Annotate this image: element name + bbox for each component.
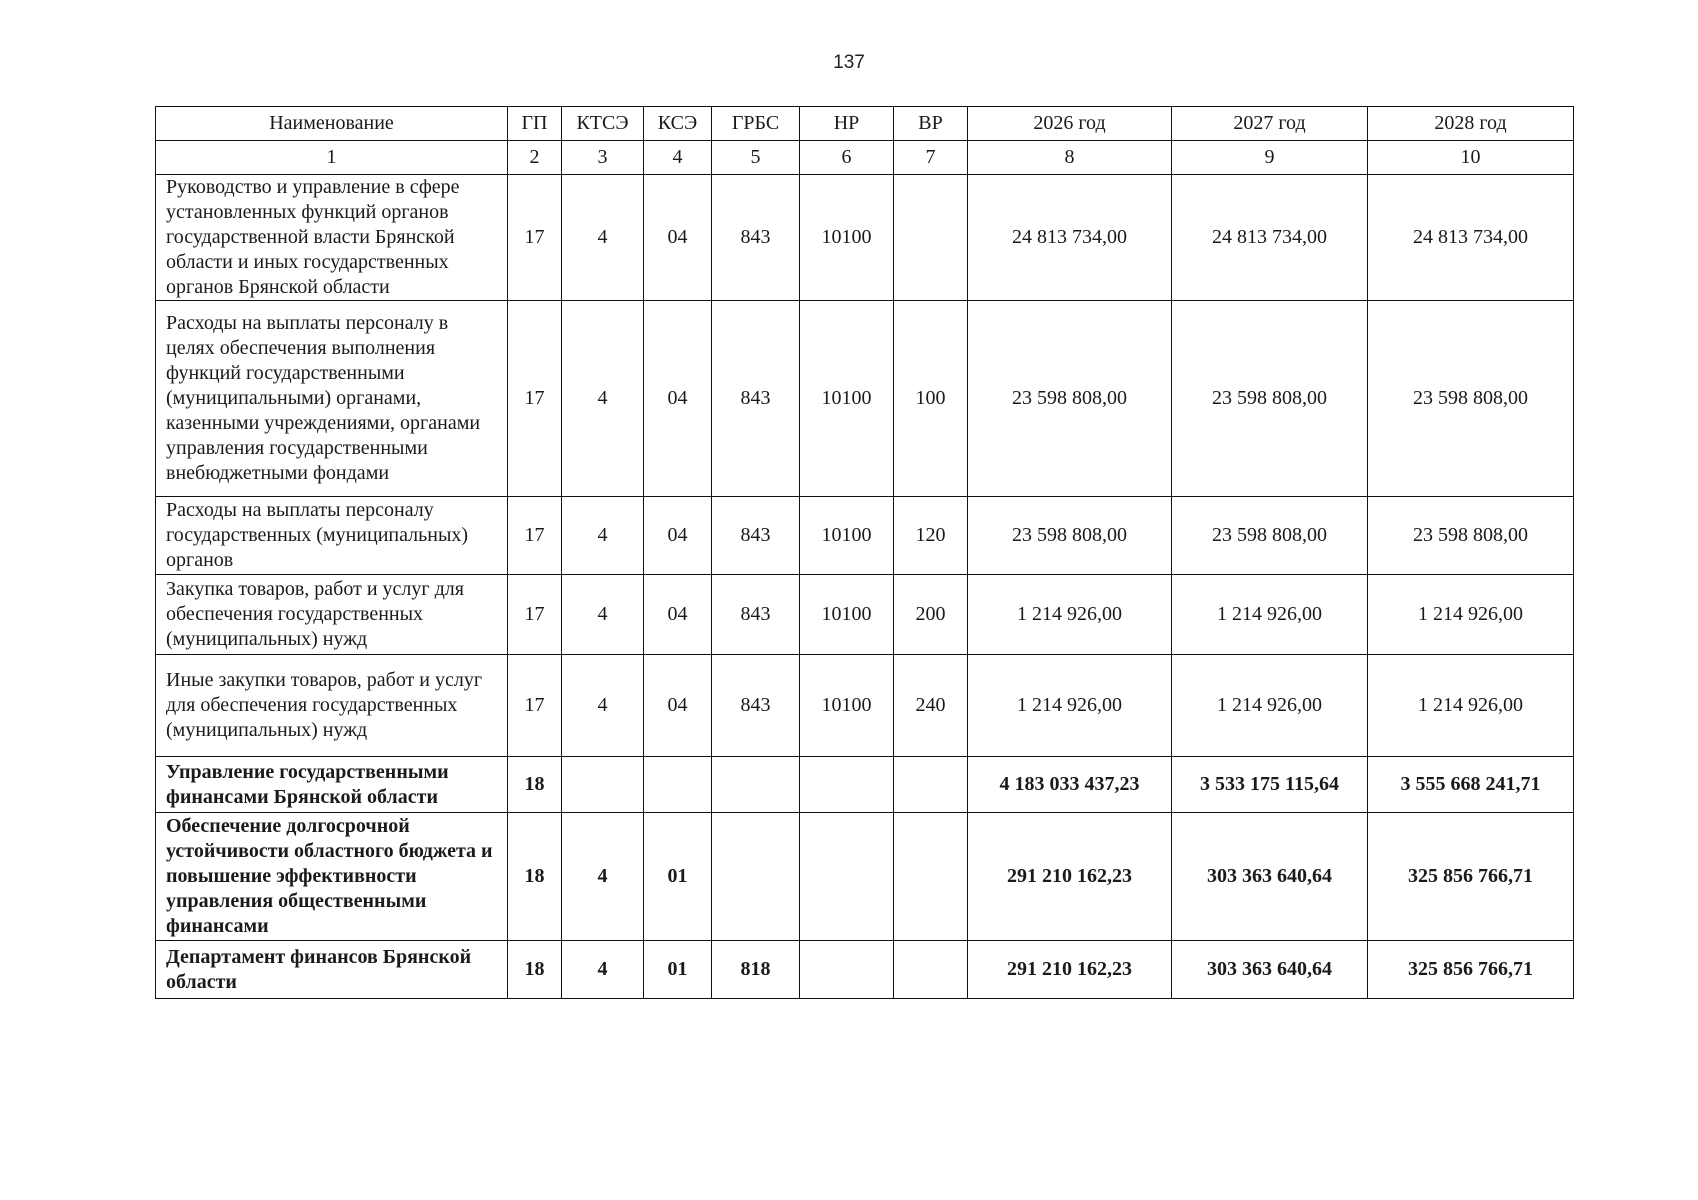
header-row [156,107,1574,141]
row-vr [894,757,968,813]
row-nr: 10100 [800,175,894,301]
row-gp: 18 [508,757,562,813]
row-gp: 17 [508,575,562,655]
row-name: Департамент финансов Брянской области [156,941,508,999]
column-number: 8 [968,141,1172,175]
row-2026: 1 214 926,00 [968,575,1172,655]
row-name: Руководство и управление в сфере установленных функций органов государственной власти Брянской области и иных государственных органов Брянской области [156,175,508,301]
row-2028: 1 214 926,00 [1368,575,1574,655]
row-gp: 18 [508,813,562,941]
row-nr [800,941,894,999]
row-gp: 17 [508,175,562,301]
row-grbs [712,813,800,941]
row-nr: 10100 [800,575,894,655]
row-kse [644,757,712,813]
row-ktse: 4 [562,301,644,497]
column-number: 3 [562,141,644,175]
column-number: 5 [712,141,800,175]
row-2027: 24 813 734,00 [1172,175,1368,301]
row-name: Иные закупки товаров, работ и услуг для обеспечения государственных (муниципальных) нужд [156,655,508,757]
row-2027: 303 363 640,64 [1172,813,1368,941]
table-row [156,941,1574,999]
row-nr: 10100 [800,301,894,497]
row-2026: 23 598 808,00 [968,301,1172,497]
table-row [156,175,1574,301]
row-vr: 200 [894,575,968,655]
row-2026: 291 210 162,23 [968,813,1172,941]
row-2026: 4 183 033 437,23 [968,757,1172,813]
table-row [156,813,1574,941]
row-vr: 100 [894,301,968,497]
row-ktse: 4 [562,575,644,655]
table-row [156,575,1574,655]
header-2027: 2027 год [1172,107,1368,141]
row-ktse: 4 [562,497,644,575]
row-grbs: 843 [712,175,800,301]
row-2028: 325 856 766,71 [1368,813,1574,941]
row-name: Управление государственными финансами Брянской области [156,757,508,813]
row-nr: 10100 [800,497,894,575]
row-name: Обеспечение долгосрочной устойчивости областного бюджета и повышение эффективности управления общественными финансами [156,813,508,941]
row-ktse: 4 [562,175,644,301]
header-nr: НР [800,107,894,141]
row-vr: 240 [894,655,968,757]
row-kse: 01 [644,813,712,941]
column-number: 2 [508,141,562,175]
table-row [156,757,1574,813]
row-kse: 04 [644,175,712,301]
row-ktse: 4 [562,941,644,999]
row-2026: 23 598 808,00 [968,497,1172,575]
row-2027: 3 533 175 115,64 [1172,757,1368,813]
row-kse: 04 [644,575,712,655]
row-2027: 1 214 926,00 [1172,575,1368,655]
table-row [156,301,1574,497]
row-grbs: 843 [712,575,800,655]
row-name: Закупка товаров, работ и услуг для обеспечения государственных (муниципальных) нужд [156,575,508,655]
row-vr: 120 [894,497,968,575]
row-grbs: 843 [712,301,800,497]
row-nr [800,813,894,941]
row-2027: 23 598 808,00 [1172,301,1368,497]
header-grbs: ГРБС [712,107,800,141]
header-kse: КСЭ [644,107,712,141]
row-2028: 23 598 808,00 [1368,301,1574,497]
column-number: 6 [800,141,894,175]
row-kse: 04 [644,655,712,757]
row-gp: 18 [508,941,562,999]
column-number: 4 [644,141,712,175]
row-2028: 24 813 734,00 [1368,175,1574,301]
table-row [156,655,1574,757]
row-grbs: 843 [712,655,800,757]
row-ktse: 4 [562,813,644,941]
row-2026: 1 214 926,00 [968,655,1172,757]
row-2027: 303 363 640,64 [1172,941,1368,999]
row-kse: 04 [644,301,712,497]
header-ktse: КТСЭ [562,107,644,141]
column-number: 1 [156,141,508,175]
row-kse: 04 [644,497,712,575]
row-2026: 291 210 162,23 [968,941,1172,999]
header-2028: 2028 год [1368,107,1574,141]
header-name: Наименование [156,107,508,141]
row-2028: 3 555 668 241,71 [1368,757,1574,813]
row-grbs [712,757,800,813]
row-2027: 23 598 808,00 [1172,497,1368,575]
header-2026: 2026 год [968,107,1172,141]
row-vr [894,175,968,301]
row-2028: 23 598 808,00 [1368,497,1574,575]
column-number: 7 [894,141,968,175]
column-number-row [156,141,1574,175]
table-row [156,497,1574,575]
row-ktse [562,757,644,813]
row-kse: 01 [644,941,712,999]
row-grbs: 843 [712,497,800,575]
column-number: 9 [1172,141,1368,175]
row-2026: 24 813 734,00 [968,175,1172,301]
row-gp: 17 [508,655,562,757]
column-number: 10 [1368,141,1574,175]
row-2028: 1 214 926,00 [1368,655,1574,757]
row-vr [894,941,968,999]
row-name: Расходы на выплаты персоналу в целях обеспечения выполнения функций государственными (муниципальными) органами, казенными учреждениями, органами управления государственными внебюджетными фондами [156,301,508,497]
row-2027: 1 214 926,00 [1172,655,1368,757]
header-gp: ГП [508,107,562,141]
row-2028: 325 856 766,71 [1368,941,1574,999]
budget-table [155,106,1574,999]
row-ktse: 4 [562,655,644,757]
row-grbs: 818 [712,941,800,999]
header-vr: ВР [894,107,968,141]
row-gp: 17 [508,497,562,575]
row-vr [894,813,968,941]
row-name: Расходы на выплаты персоналу государственных (муниципальных) органов [156,497,508,575]
row-nr [800,757,894,813]
page-number: 137 [833,52,865,73]
row-gp: 17 [508,301,562,497]
row-nr: 10100 [800,655,894,757]
